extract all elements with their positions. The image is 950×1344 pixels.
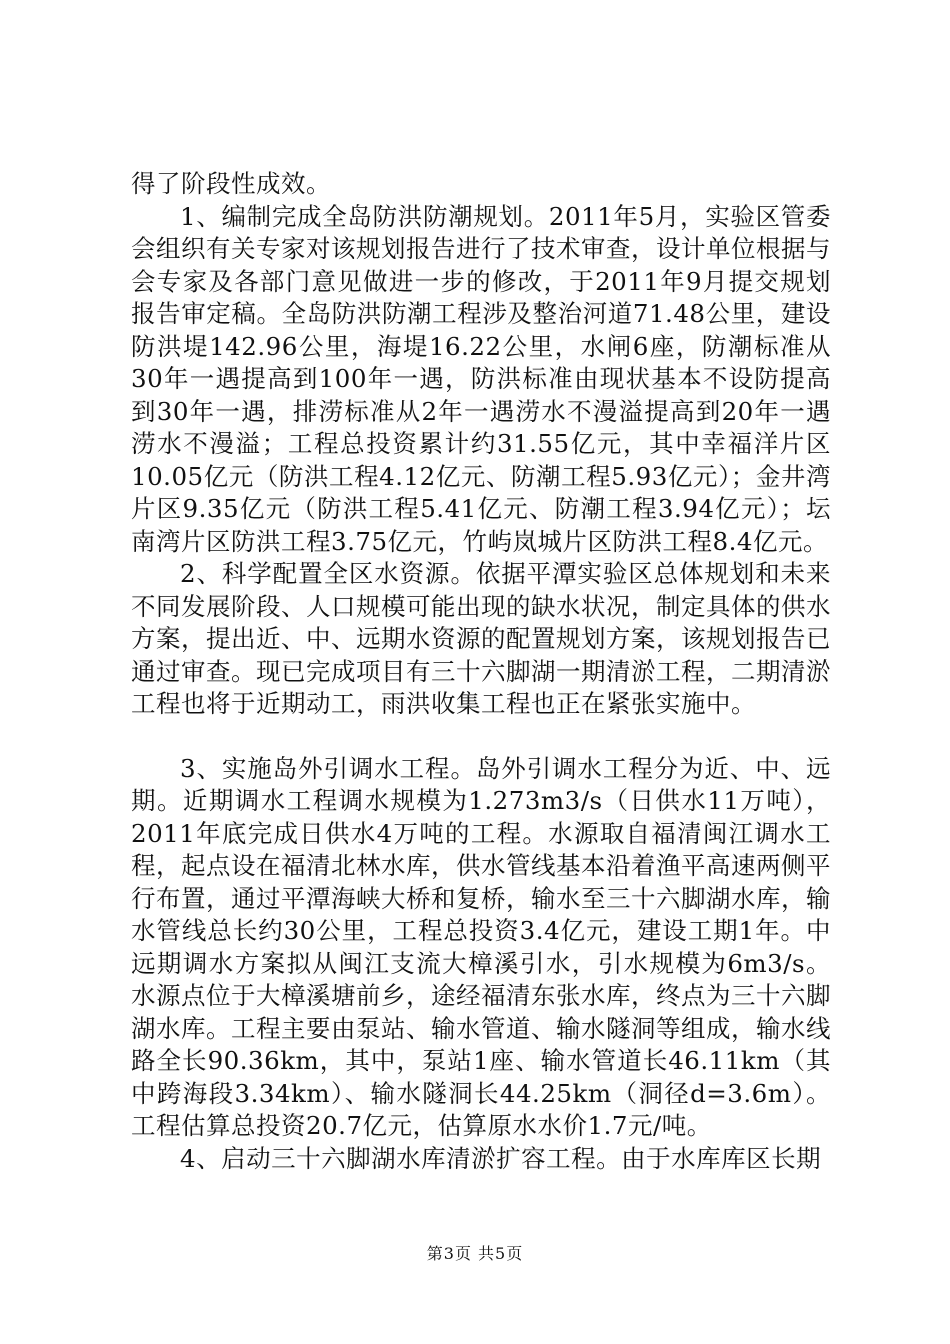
paragraph-reservoir-dredging: 4、启动三十六脚湖水库清淤扩容工程。由于水库库区长期 <box>180 1143 822 1173</box>
paragraph-gap <box>131 721 831 753</box>
page-number-footer: 第3页 共5页 <box>426 1244 524 1263</box>
document-body <box>131 168 831 1175</box>
paragraph-water-resources: 2、科学配置全区水资源。依据平潭实验区总体规划和未来不同发展阶段、人口规模可能出现的缺水状况，制定具体的供水方案，提出近、中、远期水资源的配置规划方案，该规划报告已通过审查。现已完成项目有三十六脚湖一期清淤工程，二期清淤工程也将于近期动工，雨洪收集工程也正在紧张实施中。 <box>131 559 831 718</box>
paragraph-continuation: 得了阶段性成效。 <box>131 169 331 198</box>
paragraph-water-diversion: 3、实施岛外引调水工程。岛外引调水工程分为近、中、远期。近期调水工程调水规模为1.273m3/s（日供水11万吨），2011年底完成日供水4万吨的工程。水源取自福清闽江调水工程，起点设在福清北林水库，供水管线基本沿着渔平高速两侧平行布置，通过平潭海峡大桥和复桥，输水至三十六脚湖水库，输水管线总长约30公里，工程总投资3.4亿元，建设工期1年。中远期调水方案拟从闽江支流大樟溪引水，引水规模为6m3/s。水源点位于大樟溪塘前乡，途经福清东张水库，终点为三十六脚湖水库。工程主要由泵站、输水管道、输水隧洞等组成，输水线路全长90.36km，其中，泵站1座、输水管道长46.11km（其中跨海段3.34km）、输水隧洞长44.25km（洞径d=3.6m）。工程估算总投资20.7亿元，估算原水水价1.7元/吨。 <box>131 753 831 1140</box>
paragraph-flood-plan: 1、编制完成全岛防洪防潮规划。2011年5月，实验区管委会组织有关专家对该规划报告进行了技术审查，设计单位根据与会专家及各部门意见做进一步的修改，于2011年9月提交规划报告审定稿。全岛防洪防潮工程涉及整治河道71.48公里，建设防洪堤142.96公里，海堤16.22公里，水闸6座，防潮标准从30年一遇提高到100年一遇，防洪标准由现状基本不设防提高到30年一遇，排涝标准从2年一遇涝水不漫溢提高到20年一遇涝水不漫溢；工程总投资累计约31.55亿元，其中幸福洋片区10.05亿元（防洪工程4.12亿元、防潮工程5.93亿元）；金井湾片区9.35亿元（防洪工程5.41亿元、防潮工程3.94亿元）；坛南湾片区防洪工程3.75亿元，竹屿岚城片区防洪工程8.4亿元。 <box>131 201 831 556</box>
